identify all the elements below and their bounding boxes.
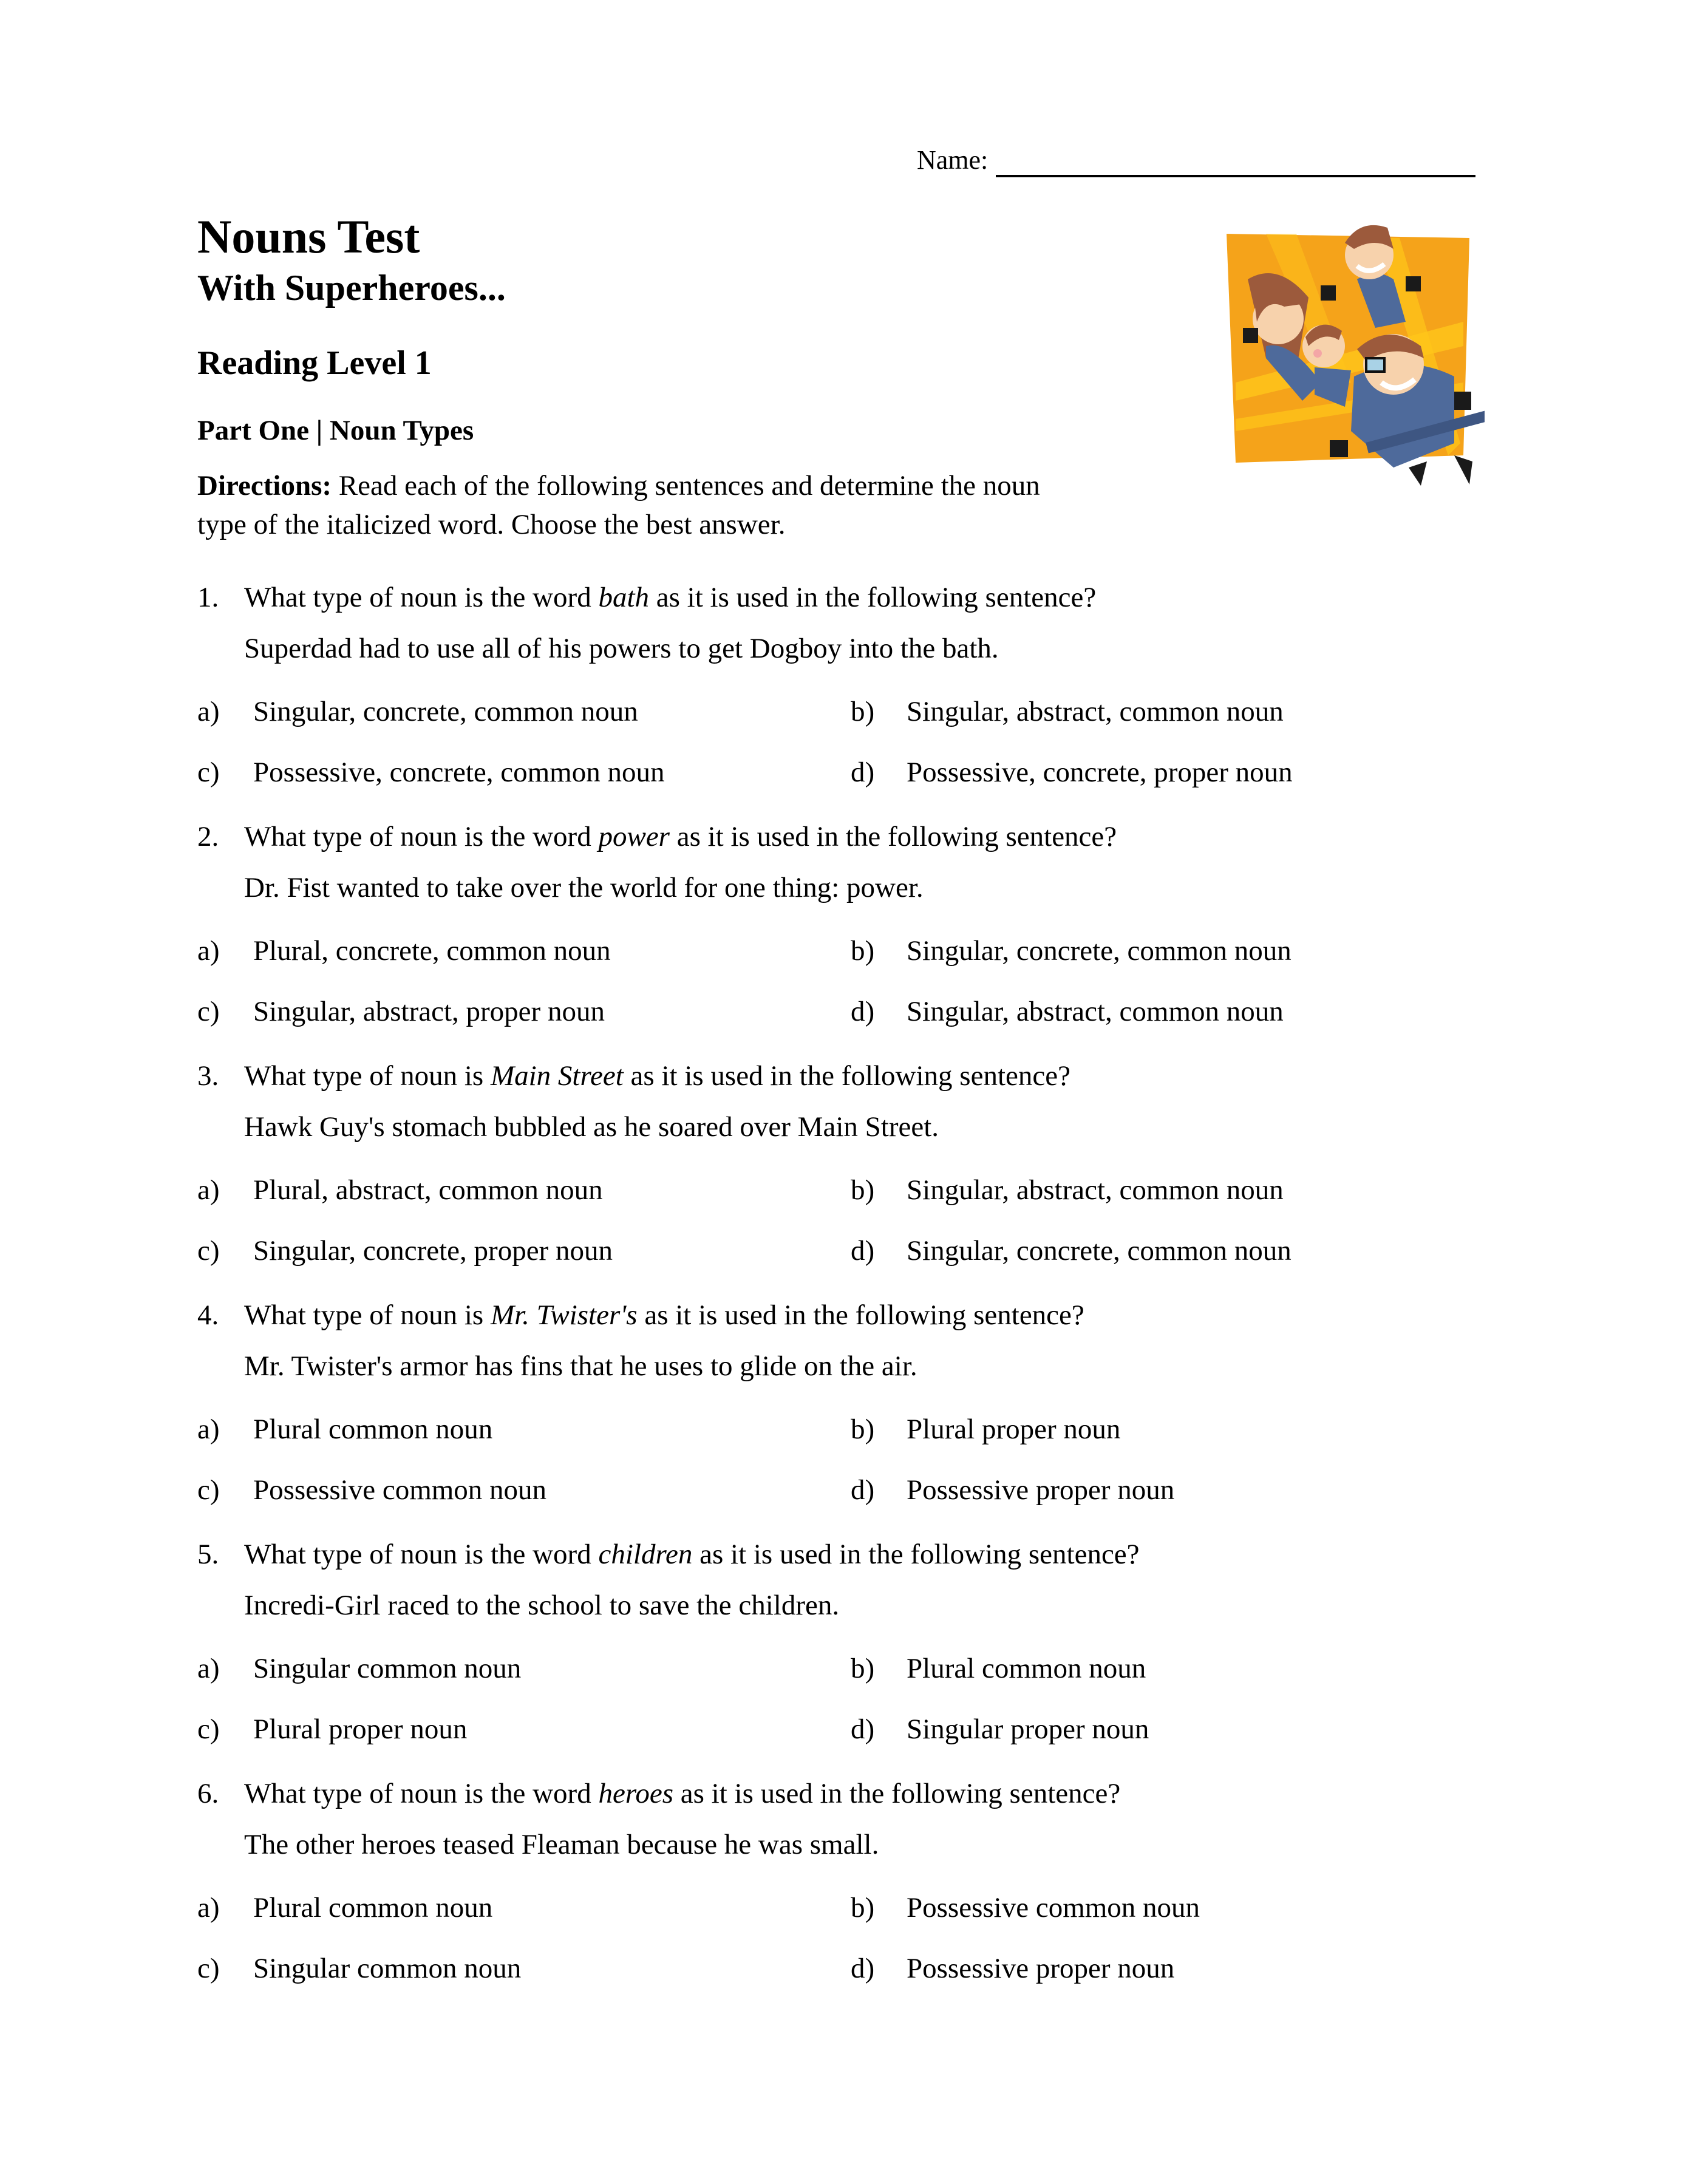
answer-option-d[interactable] (851, 756, 1293, 789)
question-2 (197, 820, 1533, 1060)
option-text: Possessive common noun (253, 1474, 547, 1506)
answer-option-a[interactable] (197, 1891, 492, 1924)
option-text: Singular, abstract, common noun (907, 1174, 1284, 1206)
option-text: Singular, abstract, common noun (907, 696, 1284, 727)
option-letter: b) (851, 935, 875, 967)
option-text: Possessive proper noun (907, 1474, 1175, 1506)
question-italic-term: Mr. Twister's (490, 1299, 638, 1331)
question-number: 5. (197, 1539, 219, 1570)
answer-option-d[interactable] (851, 1952, 1174, 1985)
question-prompt-prefix: What type of noun is the word (244, 1539, 599, 1570)
answer-option-b[interactable] (851, 1652, 1146, 1685)
answer-option-a[interactable] (197, 1174, 603, 1206)
question-prompt (244, 820, 1117, 853)
option-letter: a) (197, 1653, 220, 1684)
answer-option-c[interactable] (197, 756, 664, 789)
option-letter: c) (197, 1953, 220, 1984)
option-text: Possessive, concrete, proper noun (907, 757, 1293, 788)
answer-option-a[interactable] (197, 695, 638, 728)
answer-option-a[interactable] (197, 1652, 521, 1685)
option-text: Singular, abstract, common noun (907, 996, 1284, 1027)
option-letter: c) (197, 1474, 220, 1506)
option-text: Singular, concrete, common noun (907, 1235, 1292, 1267)
option-letter: a) (197, 696, 220, 727)
answer-option-d[interactable] (851, 1234, 1292, 1267)
question-italic-term: power (598, 821, 670, 852)
question-sentence: The other heroes teased Fleaman because he was small. (244, 1829, 879, 1860)
answer-option-d[interactable] (851, 995, 1284, 1028)
question-prompt-prefix: What type of noun is the word (244, 821, 599, 852)
option-letter: d) (851, 1713, 875, 1745)
answer-option-c[interactable] (197, 1952, 521, 1985)
question-prompt (244, 581, 1096, 614)
question-sentence: Hawk Guy's stomach bubbled as he soared over Main Street. (244, 1111, 939, 1143)
answer-option-d[interactable] (851, 1474, 1174, 1506)
option-letter: c) (197, 1713, 220, 1745)
directions-line-1 (197, 469, 1040, 502)
answer-option-b[interactable] (851, 934, 1292, 967)
option-letter: a) (197, 1174, 220, 1206)
option-letter: d) (851, 1474, 875, 1506)
question-prompt (244, 1060, 1070, 1092)
question-prompt-suffix: as it is used in the following sentence? (673, 1778, 1121, 1809)
option-text: Possessive common noun (907, 1892, 1200, 1924)
question-prompt-suffix: as it is used in the following sentence? (649, 582, 1097, 613)
question-prompt-suffix: as it is used in the following sentence? (669, 821, 1117, 852)
option-letter: d) (851, 996, 875, 1027)
part-heading: Part One | Noun Types (197, 415, 474, 446)
answer-option-c[interactable] (197, 1713, 467, 1746)
question-italic-term: heroes (598, 1778, 674, 1809)
question-sentence: Dr. Fist wanted to take over the world for one thing: power. (244, 872, 924, 903)
option-letter: c) (197, 757, 220, 788)
directions-text-1: Read each of the following sentences and determine the noun (332, 470, 1040, 502)
option-letter: c) (197, 996, 220, 1027)
option-text: Singular common noun (253, 1953, 522, 1984)
option-letter: a) (197, 1892, 220, 1924)
superhero-family-illustration (1193, 200, 1485, 486)
question-6 (197, 1777, 1533, 2016)
answer-option-b[interactable] (851, 1413, 1120, 1446)
option-text: Plural common noun (253, 1413, 493, 1445)
option-text: Possessive, concrete, common noun (253, 757, 665, 788)
question-prompt-prefix: What type of noun is the word (244, 1778, 599, 1809)
answer-option-a[interactable] (197, 934, 611, 967)
question-prompt (244, 1777, 1120, 1810)
option-text: Singular common noun (253, 1653, 522, 1684)
option-letter: b) (851, 1174, 875, 1206)
option-text: Plural common noun (907, 1653, 1146, 1684)
question-3 (197, 1060, 1533, 1299)
option-text: Plural, abstract, common noun (253, 1174, 603, 1206)
question-italic-term: children (598, 1539, 693, 1570)
option-letter: d) (851, 1235, 875, 1267)
question-number: 6. (197, 1778, 219, 1809)
question-italic-term: bath (598, 582, 650, 613)
option-text: Singular, concrete, common noun (253, 696, 638, 727)
option-text: Plural proper noun (253, 1713, 468, 1745)
answer-option-b[interactable] (851, 1891, 1200, 1924)
answer-option-d[interactable] (851, 1713, 1149, 1746)
question-number: 2. (197, 821, 219, 852)
option-text: Singular, abstract, proper noun (253, 996, 605, 1027)
answer-option-c[interactable] (197, 995, 605, 1028)
page-title: Nouns Test (197, 210, 420, 263)
option-letter: b) (851, 1413, 875, 1445)
question-prompt-suffix: as it is used in the following sentence? (637, 1299, 1084, 1331)
answer-option-a[interactable] (197, 1413, 492, 1446)
answer-option-c[interactable] (197, 1234, 613, 1267)
option-letter: d) (851, 1953, 875, 1984)
option-text: Plural common noun (253, 1892, 493, 1924)
option-letter: d) (851, 757, 875, 788)
name-input-line[interactable] (996, 175, 1475, 177)
question-number: 3. (197, 1060, 219, 1092)
answer-option-b[interactable] (851, 695, 1284, 728)
option-letter: b) (851, 1892, 875, 1924)
question-italic-term: Main Street (490, 1060, 624, 1092)
question-prompt (244, 1299, 1084, 1332)
question-5 (197, 1538, 1533, 1777)
option-text: Singular proper noun (907, 1713, 1149, 1745)
answer-option-b[interactable] (851, 1174, 1284, 1206)
question-number: 1. (197, 582, 219, 613)
question-4 (197, 1299, 1533, 1538)
option-letter: c) (197, 1235, 220, 1267)
question-prompt-prefix: What type of noun is the word (244, 582, 599, 613)
question-prompt-prefix: What type of noun is (244, 1060, 491, 1092)
question-1 (197, 581, 1533, 820)
option-letter: a) (197, 935, 220, 967)
option-letter: b) (851, 696, 875, 727)
question-prompt-suffix: as it is used in the following sentence? (692, 1539, 1140, 1570)
option-letter: b) (851, 1653, 875, 1684)
question-sentence: Incredi-Girl raced to the school to save the children. (244, 1590, 840, 1621)
page-subtitle: With Superheroes... (197, 268, 506, 308)
question-prompt-prefix: What type of noun is (244, 1299, 491, 1331)
option-text: Plural proper noun (907, 1413, 1121, 1445)
option-text: Singular, concrete, proper noun (253, 1235, 613, 1267)
question-sentence: Superdad had to use all of his powers to get Dogboy into the bath. (244, 633, 999, 664)
option-text: Plural, concrete, common noun (253, 935, 611, 967)
reading-level-heading: Reading Level 1 (197, 344, 432, 382)
option-text: Possessive proper noun (907, 1953, 1175, 1984)
answer-option-c[interactable] (197, 1474, 546, 1506)
directions-label: Directions: (197, 470, 332, 502)
question-prompt (244, 1538, 1140, 1571)
question-number: 4. (197, 1299, 219, 1331)
question-sentence: Mr. Twister's armor has fins that he uses to glide on the air. (244, 1350, 917, 1382)
option-text: Singular, concrete, common noun (907, 935, 1292, 967)
name-label: Name: (917, 145, 989, 175)
question-prompt-suffix: as it is used in the following sentence? (623, 1060, 1070, 1092)
directions-line-2: type of the italicized word. Choose the best answer. (197, 509, 786, 540)
option-letter: a) (197, 1413, 220, 1445)
